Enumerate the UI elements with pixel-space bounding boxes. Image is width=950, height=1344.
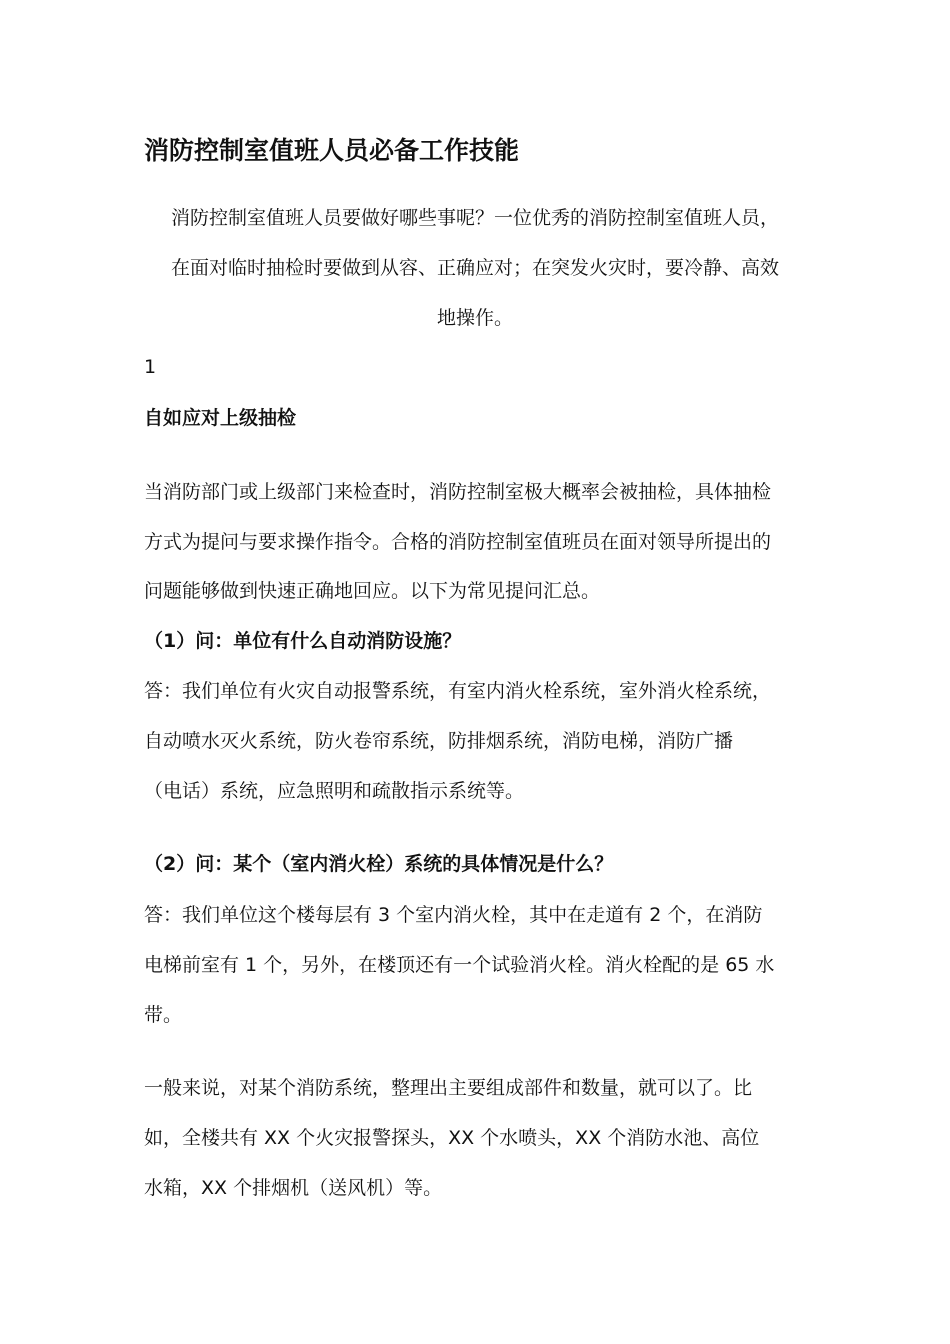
paragraph-line: 问题能够做到快速正确地回应。以下为常见提问汇总。 (144, 580, 601, 602)
answer-line: 答：我们单位这个楼每层有 3 个室内消火栓，其中在走道有 2 个，在消防 (144, 904, 763, 926)
document-title: 消防控制室值班人员必备工作技能 (144, 136, 520, 165)
paragraph-line: 水箱，XX 个排烟机（送风机）等。 (144, 1177, 443, 1199)
answer-line: 自动喷水灭火系统，防火卷帘系统，防排烟系统，消防电梯，消防广播 (144, 730, 734, 752)
paragraph-line: 如，全楼共有 XX 个火灾报警探头，XX 个水喷头，XX 个消防水池、高位 (144, 1127, 760, 1149)
answer-line: 带。 (144, 1004, 183, 1026)
answer-line: 答：我们单位有火灾自动报警系统，有室内消火栓系统，室外消火栓系统， (144, 680, 772, 702)
paragraph-line: 方式为提问与要求操作指令。合格的消防控制室值班员在面对领导所提出的 (144, 531, 772, 553)
intro-line-3: 地操作。 (436, 307, 513, 329)
section-heading: 自如应对上级抽检 (144, 407, 297, 429)
section-number: 1 (144, 356, 157, 378)
intro-line-1: 消防控制室值班人员要做好哪些事呢？一位优秀的消防控制室值班人员， (170, 207, 779, 229)
intro-line-2: 在面对临时抽检时要做到从容、正确应对；在突发火灾时，要冷静、高效 (170, 257, 779, 279)
question-2: （2）问：某个（室内消火栓）系统的具体情况是什么？ (144, 853, 614, 875)
paragraph-line: 当消防部门或上级部门来检查时，消防控制室极大概率会被抽检，具体抽检 (144, 481, 772, 503)
answer-line: （电话）系统，应急照明和疏散指示系统等。 (144, 780, 525, 802)
answer-line: 电梯前室有 1 个，另外，在楼顶还有一个试验消火栓。消火栓配的是 65 水 (144, 954, 775, 976)
question-1: （1）问：单位有什么自动消防设施？ (144, 630, 462, 652)
paragraph-line: 一般来说，对某个消防系统，整理出主要组成部件和数量，就可以了。比 (144, 1077, 753, 1099)
